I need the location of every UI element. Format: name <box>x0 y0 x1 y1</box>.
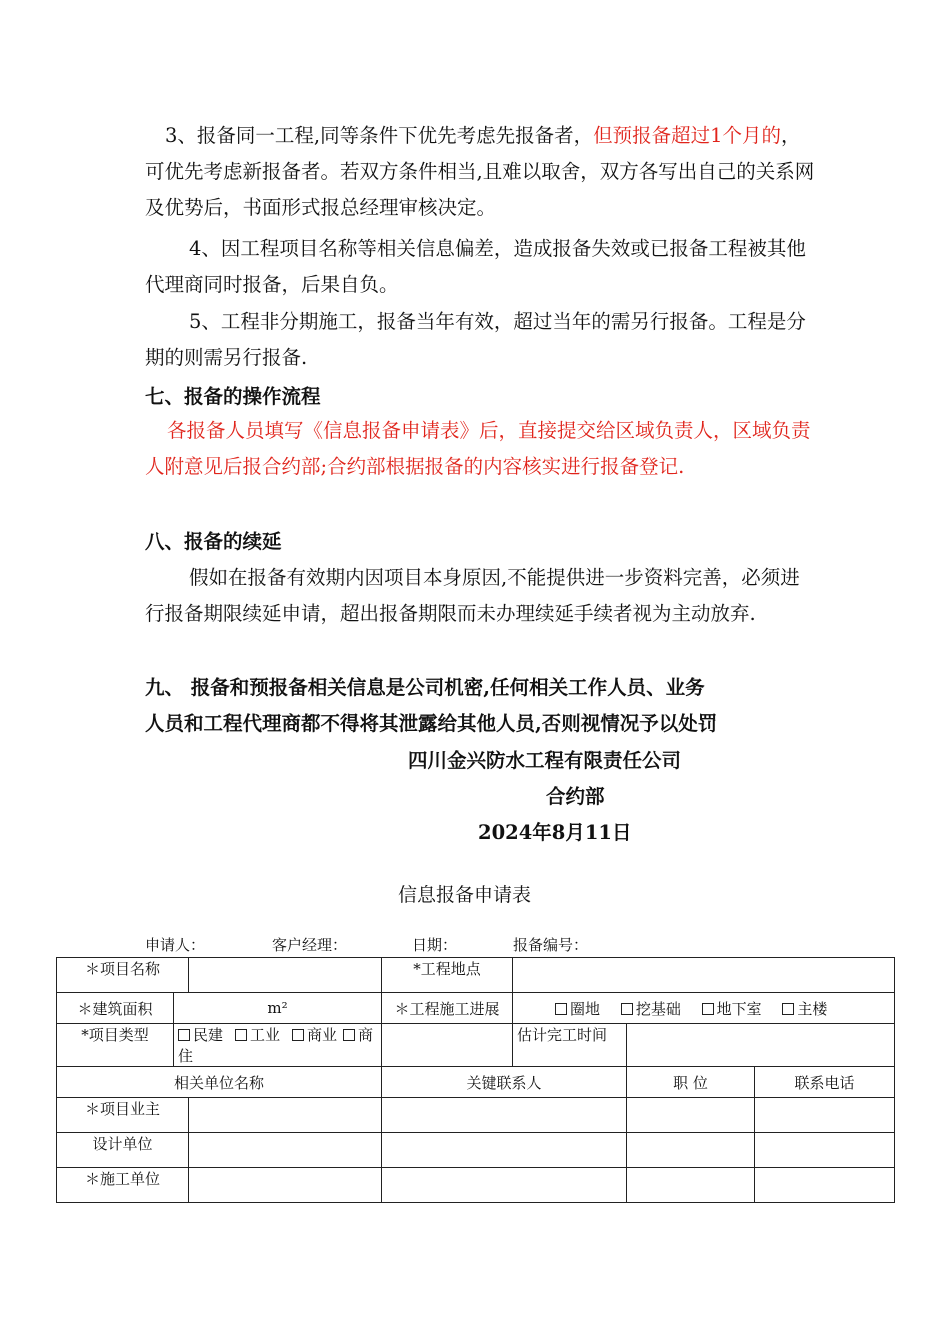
row-label-design: 设计单位 <box>57 1133 189 1168</box>
clause-4: 4、因工程项目名称等相关信息偏差，造成报备失效或已报备工程被其他代理商同时报备，后果自负。 <box>145 237 806 296</box>
progress-label: ＊工程施工进展 <box>382 993 513 1024</box>
application-form-table <box>56 957 895 1203</box>
section-7-text: 各报备人员填写《信息报备申请表》后，直接提交给区域负责人，区域负责人附意见后报合约部;合约部根据报备的内容核实进行报备登记. <box>145 419 811 478</box>
checkbox-icon[interactable] <box>235 1029 247 1041</box>
design-contact-field[interactable] <box>382 1133 627 1168</box>
location-field[interactable] <box>513 958 895 993</box>
header-phone: 联系电话 <box>755 1067 895 1098</box>
type-option-commercial[interactable]: 商业 <box>292 1026 337 1044</box>
table-row <box>57 1133 895 1168</box>
row-label-owner: ＊项目业主 <box>57 1098 189 1133</box>
clause-3-text-a: 3、报备同一工程,同等条件下优先考虑先报备者， <box>165 124 594 147</box>
row-area <box>57 993 895 1024</box>
type-option-mixed[interactable]: 商住 <box>178 1026 374 1065</box>
owner-contact-field[interactable] <box>382 1098 627 1133</box>
table-row <box>57 1168 895 1203</box>
checkbox-icon[interactable] <box>621 1003 633 1015</box>
type-options <box>174 1024 382 1067</box>
section-9-line-1: 九、 报备和预报备相关信息是公司机密,任何相关工作人员、业务 <box>145 676 705 699</box>
company-name: 四川金兴防水工程有限责任公司 <box>408 749 682 772</box>
signature-date: 2024年8月11日 <box>478 821 632 844</box>
clause-3 <box>145 118 815 226</box>
number-label: 报备编号： <box>513 936 589 954</box>
row-project-name <box>57 958 895 993</box>
checkbox-icon[interactable] <box>178 1029 190 1041</box>
row-label-construction: ＊施工单位 <box>57 1168 189 1203</box>
project-name-field[interactable] <box>189 958 382 993</box>
manager-label: 客户经理： <box>272 936 348 954</box>
construction-contact-field[interactable] <box>382 1168 627 1203</box>
checkbox-icon[interactable] <box>292 1029 304 1041</box>
completion-field[interactable] <box>627 1024 895 1067</box>
owner-name-field[interactable] <box>189 1098 382 1133</box>
clause-3-highlight: 但预报备超过1个月的 <box>593 124 782 147</box>
department: 合约部 <box>546 785 605 808</box>
section-8-text: 假如在报备有效期内因项目本身原因,不能提供进一步资料完善，必须进行报备期限续延申请，超出报备期限而未办理续延手续者视为主动放弃. <box>145 566 800 625</box>
design-name-field[interactable] <box>189 1133 382 1168</box>
progress-option-foundation[interactable]: 挖基础 <box>621 1000 681 1018</box>
table-row <box>57 1098 895 1133</box>
clause-3-text-b: ，可优先考虑新报备者。若双方条件相当,且难以取舍，双方各写出自己的关系网及优势后，书面形式报总经理审核决定。 <box>145 124 815 219</box>
type-label: *项目类型 <box>57 1024 174 1067</box>
date-label: 日期： <box>412 936 458 954</box>
area-field[interactable] <box>174 993 382 1024</box>
type-option-industrial[interactable]: 工业 <box>235 1026 280 1044</box>
construction-name-field[interactable] <box>189 1168 382 1203</box>
section-8-heading: 八、报备的续延 <box>145 530 282 553</box>
checkbox-icon[interactable] <box>702 1003 714 1015</box>
location-label: *工程地点 <box>382 958 513 993</box>
clause-5: 5、工程非分期施工，报备当年有效，超过当年的需另行报备。工程是分期的则需另行报备. <box>145 310 806 369</box>
header-unit-name: 相关单位名称 <box>57 1067 382 1098</box>
type-option-civil[interactable]: 民建 <box>178 1026 223 1044</box>
design-position-field[interactable] <box>627 1133 755 1168</box>
header-position: 职 位 <box>627 1067 755 1098</box>
type-spacer <box>382 1024 513 1067</box>
row-headers <box>57 1067 895 1098</box>
form-title: 信息报备申请表 <box>398 884 532 906</box>
progress-option-basement[interactable]: 地下室 <box>702 1000 762 1018</box>
construction-position-field[interactable] <box>627 1168 755 1203</box>
construction-phone-field[interactable] <box>755 1168 895 1203</box>
progress-option-main-building[interactable]: 主楼 <box>782 1000 827 1018</box>
row-type <box>57 1024 895 1067</box>
design-phone-field[interactable] <box>755 1133 895 1168</box>
owner-position-field[interactable] <box>627 1098 755 1133</box>
section-9-line-2: 人员和工程代理商都不得将其泄露给其他人员,否则视情况予以处罚 <box>145 712 718 735</box>
checkbox-icon[interactable] <box>782 1003 794 1015</box>
applicant-label: 申请人： <box>145 936 206 954</box>
checkbox-icon[interactable] <box>343 1029 355 1041</box>
progress-option-land[interactable]: 圈地 <box>555 1000 600 1018</box>
area-unit: m² <box>267 999 288 1017</box>
area-label: ＊建筑面积 <box>57 993 174 1024</box>
owner-phone-field[interactable] <box>755 1098 895 1133</box>
header-contact: 关键联系人 <box>382 1067 627 1098</box>
completion-label: 估计完工时间 <box>513 1024 627 1067</box>
section-7-heading: 七、报备的操作流程 <box>145 385 321 408</box>
checkbox-icon[interactable] <box>555 1003 567 1015</box>
project-name-label: ＊项目名称 <box>57 958 189 993</box>
progress-options <box>513 993 895 1024</box>
